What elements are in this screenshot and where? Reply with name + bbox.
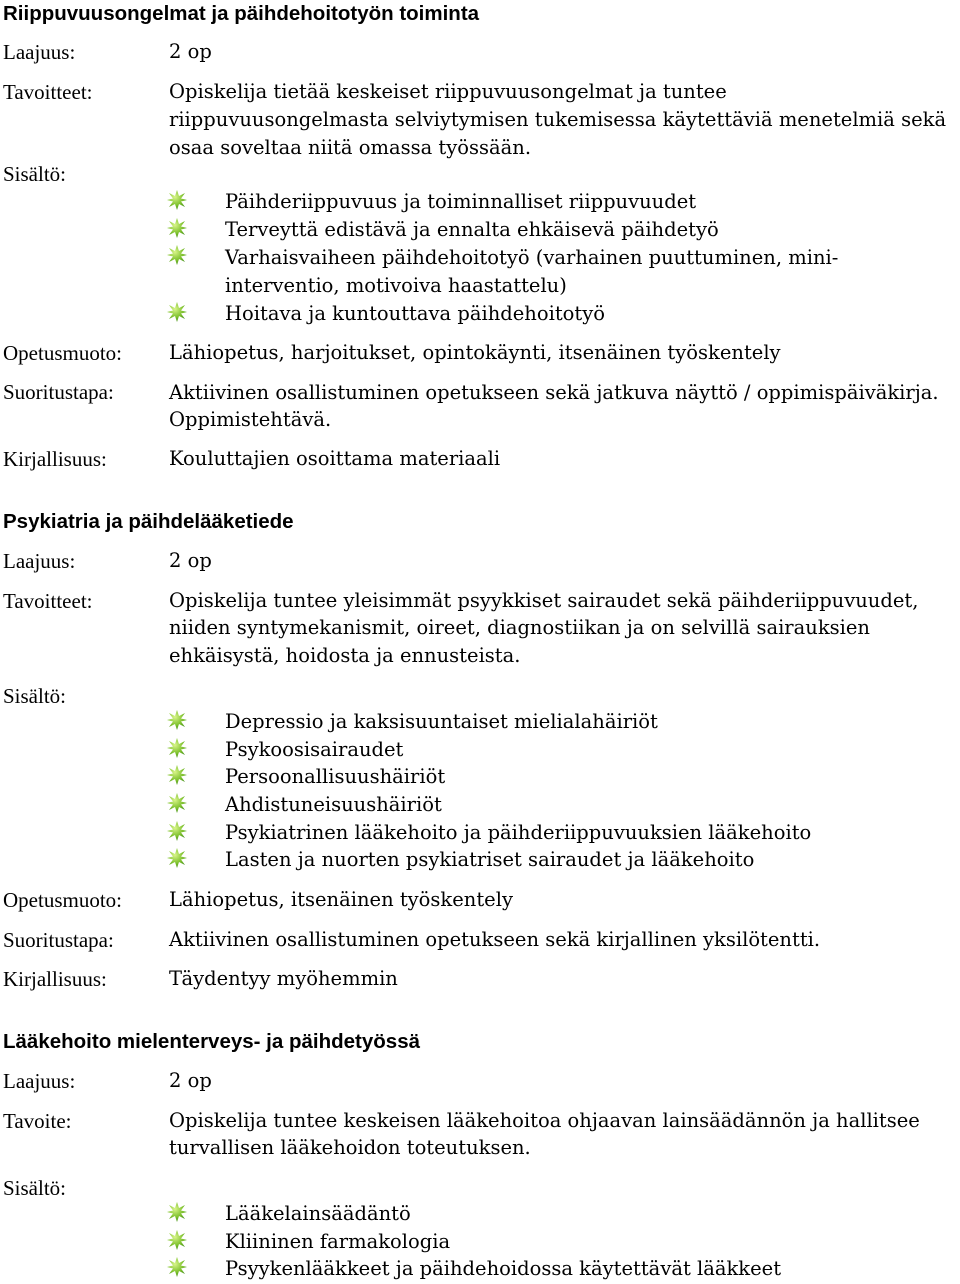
list-item: Psyykenlääkkeet ja päihdehoidossa käytettävät lääkkeet: [225, 1257, 782, 1280]
kirjallisuus-label: Kirjallisuus:: [3, 967, 107, 991]
kirjallisuus-value: Täydentyy myöhemmin: [169, 967, 398, 990]
tavoite-line: Opiskelija tuntee keskeisen lääkehoitoa ohjaavan lainsäädännön ja hallitsee: [169, 1109, 920, 1132]
laajuus-label: Laajuus:: [3, 1069, 76, 1093]
section-title-2: Psykiatria ja päihdelääketiede: [3, 510, 294, 533]
laajuus-value: 2 op: [169, 1069, 212, 1092]
list-item: Ahdistuneisuushäiriöt: [225, 793, 442, 816]
green-star-bullet-icon: [167, 1202, 187, 1222]
list-item: Varhaisvaiheen päihdehoitotyö (varhainen puuttuminen, mini-: [225, 246, 839, 269]
green-star-bullet-icon: [167, 738, 187, 758]
tavoitteet-label: Tavoitteet:: [3, 589, 93, 613]
list-item: Psykoosisairaudet: [225, 738, 404, 761]
list-item: Hoitava ja kuntouttava päihdehoitotyö: [225, 302, 605, 325]
green-star-bullet-icon: [167, 1257, 187, 1277]
list-item: Persoonallisuushäiriöt: [225, 765, 446, 788]
suoritustapa-line: Aktiivinen osallistuminen opetukseen sekä kirjallinen yksilötentti.: [169, 928, 821, 951]
tavoitteet-line: ehkäisystä, hoidosta ja ennusteista.: [169, 644, 521, 667]
list-item: Lasten ja nuorten psykiatriset sairaudet ja lääkehoito: [225, 848, 755, 871]
list-item: Depressio ja kaksisuuntaiset mielialahäiriöt: [225, 710, 658, 733]
opetusmuoto-label: Opetusmuoto:: [3, 888, 122, 912]
laajuus-value: 2 op: [169, 40, 212, 63]
opetusmuoto-label: Opetusmuoto:: [3, 341, 122, 365]
laajuus-label: Laajuus:: [3, 549, 76, 573]
list-item: Terveyttä edistävä ja ennalta ehkäisevä päihdetyö: [225, 218, 719, 241]
sisalto-label: Sisältö:: [3, 162, 67, 186]
opetusmuoto-value: Lähiopetus, itsenäinen työskentely: [169, 888, 513, 911]
tavoitteet-line: osaa soveltaa niitä omassa työssään.: [169, 136, 532, 159]
green-star-bullet-icon: [167, 765, 187, 785]
section-title-1: Riippuvuusongelmat ja päihdehoitotyön toiminta: [3, 2, 480, 25]
sisalto-label: Sisältö:: [3, 684, 67, 708]
laajuus-label: Laajuus:: [3, 40, 76, 64]
suoritustapa-line: Aktiivinen osallistuminen opetukseen sekä jatkuva näyttö / oppimispäiväkirja.: [169, 381, 939, 404]
tavoite-line: turvallisen lääkehoidon toteutuksen.: [169, 1136, 531, 1159]
green-star-bullet-icon: [167, 190, 187, 210]
green-star-bullet-icon: [167, 710, 187, 730]
list-item: Päihderiippuvuus ja toiminnalliset riippuvuudet: [225, 190, 697, 213]
list-item-continuation: interventio, motivoiva haastattelu): [225, 274, 567, 297]
kirjallisuus-value: Kouluttajien osoittama materiaali: [169, 447, 501, 470]
section-title-3: Lääkehoito mielenterveys- ja päihdetyössä: [3, 1030, 420, 1053]
tavoitteet-line: Opiskelija tuntee yleisimmät psyykkiset sairaudet sekä päihderiippuvuudet,: [169, 589, 919, 612]
list-item: Psykiatrinen lääkehoito ja päihderiippuvuuksien lääkehoito: [225, 821, 812, 844]
sisalto-label: Sisältö:: [3, 1176, 67, 1200]
tavoitteet-line: Opiskelija tietää keskeiset riippuvuusongelmat ja tuntee: [169, 80, 727, 103]
kirjallisuus-label: Kirjallisuus:: [3, 447, 107, 471]
suoritustapa-label: Suoritustapa:: [3, 928, 114, 952]
green-star-bullet-icon: [167, 218, 187, 238]
green-star-bullet-icon: [167, 821, 187, 841]
green-star-bullet-icon: [167, 302, 187, 322]
list-item: Lääkelainsäädäntö: [225, 1202, 411, 1225]
suoritustapa-label: Suoritustapa:: [3, 380, 114, 404]
green-star-bullet-icon: [167, 793, 187, 813]
tavoitteet-line: riippuvuusongelmasta selviytymisen tukemisessa käytettäviä menetelmiä sekä: [169, 108, 947, 131]
green-star-bullet-icon: [167, 848, 187, 868]
list-item: Kliininen farmakologia: [225, 1230, 451, 1253]
green-star-bullet-icon: [167, 1230, 187, 1250]
suoritustapa-line: Oppimistehtävä.: [169, 408, 332, 431]
tavoite-label: Tavoite:: [3, 1109, 72, 1133]
tavoitteet-line: niiden syntymekanismit, oireet, diagnostiikan ja on selvillä sairauksien: [169, 616, 870, 639]
opetusmuoto-value: Lähiopetus, harjoitukset, opintokäynti, itsenäinen työskentely: [169, 341, 781, 364]
laajuus-value: 2 op: [169, 549, 212, 572]
tavoitteet-label: Tavoitteet:: [3, 80, 93, 104]
green-star-bullet-icon: [167, 245, 187, 265]
